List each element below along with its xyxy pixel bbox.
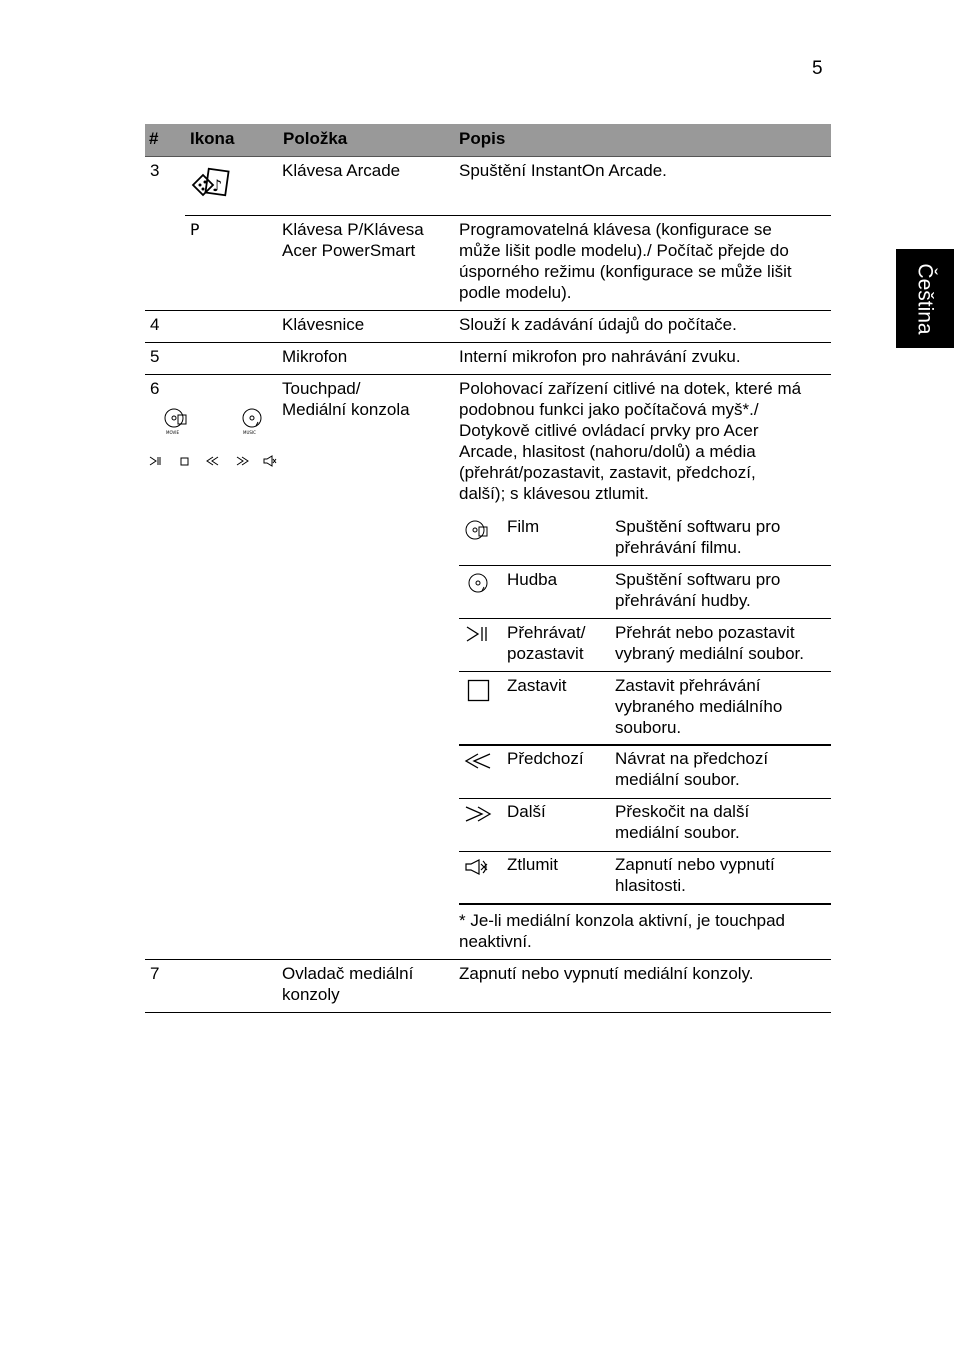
row-5-desc: Interní mikrofon pro nahrávání zvuku. bbox=[459, 347, 741, 366]
music-icon-caption: MUSIC bbox=[243, 430, 256, 435]
row-3-desc: Spuštění InstantOn Arcade. bbox=[459, 161, 667, 180]
sub-desc-line: vybraného mediálního bbox=[615, 697, 783, 716]
row-6-desc-line: Polohovací zařízení citlivé na dotek, které má bbox=[459, 379, 802, 398]
movie-icon bbox=[464, 518, 490, 548]
row-4-item: Klávesnice bbox=[282, 315, 365, 334]
row-p-desc-line: úsporného režimu (konfigurace se může lišit bbox=[459, 262, 792, 281]
divider bbox=[459, 618, 831, 619]
p-key-icon-label: P bbox=[190, 220, 200, 239]
play-pause-icon bbox=[148, 454, 162, 468]
next-icon bbox=[464, 804, 492, 824]
sub-desc-line: Zapnutí nebo vypnutí bbox=[615, 855, 775, 874]
sub-name-line: pozastavit bbox=[507, 644, 584, 663]
row-7-desc: Zapnutí nebo vypnutí mediální konzoly. bbox=[459, 964, 754, 983]
previous-icon bbox=[464, 751, 492, 771]
row-3-num: 3 bbox=[150, 161, 160, 180]
arcade-icon bbox=[190, 165, 234, 201]
table-header bbox=[145, 124, 831, 157]
divider bbox=[145, 374, 831, 375]
sub-desc-next bbox=[615, 801, 749, 843]
sub-desc-mute bbox=[615, 854, 775, 896]
row-6-item bbox=[282, 378, 410, 420]
divider bbox=[145, 310, 831, 311]
page-number: 5 bbox=[812, 58, 823, 79]
divider bbox=[145, 342, 831, 343]
sub-desc-play-pause bbox=[615, 622, 804, 664]
footnote-line: * Je-li mediální konzola aktivní, je touchpad bbox=[459, 911, 786, 930]
row-6-desc bbox=[459, 378, 801, 504]
row-p-desc-line: Programovatelná klávesa (konfigurace se bbox=[459, 220, 772, 239]
sub-name-line: Přehrávat/ bbox=[507, 623, 586, 642]
sub-desc-music bbox=[615, 569, 780, 611]
mute-icon bbox=[262, 454, 278, 468]
next-icon bbox=[234, 454, 250, 468]
row-6-desc-line: podobnou funkci jako počítačová myš*./ bbox=[459, 400, 759, 419]
row-p-desc bbox=[459, 219, 792, 303]
row-6-desc-line: Arcade, hlasitost (nahoru/dolů) a média bbox=[459, 442, 756, 461]
row-4-num: 4 bbox=[150, 315, 160, 334]
divider bbox=[459, 798, 831, 799]
divider bbox=[459, 565, 831, 566]
divider bbox=[185, 215, 831, 216]
language-side-tab bbox=[896, 249, 954, 348]
previous-icon bbox=[205, 454, 221, 468]
sub-desc-line: přehrávání hudby. bbox=[615, 591, 751, 610]
row-6-item-line: Mediální konzola bbox=[282, 400, 410, 419]
row-7-item-line: konzoly bbox=[282, 985, 340, 1004]
sub-name-film: Film bbox=[507, 517, 540, 536]
row-p-item-line: Acer PowerSmart bbox=[282, 241, 416, 260]
header-icon: Ikona bbox=[190, 129, 235, 148]
row-p-desc-line: podle modelu). bbox=[459, 283, 572, 302]
sub-desc-line: Zastavit přehrávání bbox=[615, 676, 761, 695]
table-bottom-border bbox=[145, 1012, 831, 1013]
sub-desc-film bbox=[615, 516, 780, 558]
sub-desc-stop bbox=[615, 675, 782, 738]
sub-desc-line: vybraný mediální soubor. bbox=[615, 644, 804, 663]
row-4-desc: Slouží k zadávání údajů do počítače. bbox=[459, 315, 737, 334]
sub-desc-line: mediální soubor. bbox=[615, 770, 740, 789]
row-6-desc-line: Dotykově citlivé ovládací prvky pro Acer bbox=[459, 421, 759, 440]
sub-name-previous: Předchozí bbox=[507, 749, 584, 768]
sub-name-mute: Ztlumit bbox=[507, 855, 558, 874]
row-6-num: 6 bbox=[150, 379, 160, 398]
row-7-num: 7 bbox=[150, 964, 160, 983]
sub-name-next: Další bbox=[507, 802, 546, 821]
sub-desc-line: souboru. bbox=[615, 718, 682, 737]
music-icon bbox=[240, 406, 266, 436]
row-5-num: 5 bbox=[150, 347, 160, 366]
sub-desc-line: Spuštění softwaru pro bbox=[615, 517, 781, 536]
play-pause-icon bbox=[465, 624, 491, 644]
divider bbox=[459, 903, 831, 905]
row-p-item-line: Klávesa P/Klávesa bbox=[282, 220, 424, 239]
header-desc: Popis bbox=[459, 129, 506, 148]
sub-desc-line: Návrat na předchozí bbox=[615, 749, 769, 768]
sub-name-music: Hudba bbox=[507, 570, 558, 589]
row-3-item: Klávesa Arcade bbox=[282, 161, 401, 180]
row-p-item bbox=[282, 219, 424, 261]
divider bbox=[459, 851, 831, 852]
row-5-item: Mikrofon bbox=[282, 347, 348, 366]
stop-icon bbox=[467, 679, 491, 703]
divider bbox=[459, 671, 831, 672]
sub-desc-line: Přeskočit na další bbox=[615, 802, 750, 821]
header-num: # bbox=[149, 129, 159, 148]
movie-icon bbox=[163, 406, 189, 436]
divider bbox=[459, 744, 831, 746]
language-side-tab-label: Čeština bbox=[913, 262, 937, 335]
row-6-footnote bbox=[459, 910, 785, 952]
sub-desc-line: přehrávání filmu. bbox=[615, 538, 742, 557]
divider bbox=[145, 959, 831, 960]
sub-desc-line: hlasitosti. bbox=[615, 876, 686, 895]
row-6-item-line: Touchpad/ bbox=[282, 379, 361, 398]
row-p-desc-line: může lišit podle modelu)./ Počítač přejde do bbox=[459, 241, 789, 260]
sub-name-play-pause bbox=[507, 622, 585, 664]
sub-desc-previous bbox=[615, 748, 768, 790]
row-7-item-line: Ovladač mediální bbox=[282, 964, 414, 983]
footnote-line: neaktivní. bbox=[459, 932, 532, 951]
sub-desc-line: mediální soubor. bbox=[615, 823, 740, 842]
music-icon bbox=[466, 571, 492, 601]
movie-icon-caption: MOVIE bbox=[166, 430, 179, 435]
row-6-desc-line: (přehrát/pozastavit, zastavit, předchozí, bbox=[459, 463, 756, 482]
sub-desc-line: Spuštění softwaru pro bbox=[615, 570, 781, 589]
svg-text:♪: ♪ bbox=[212, 176, 223, 195]
row-7-item bbox=[282, 963, 413, 1005]
sub-name-stop: Zastavit bbox=[507, 676, 567, 695]
mute-icon bbox=[464, 857, 492, 877]
stop-icon bbox=[178, 454, 192, 468]
row-6-desc-line: další); s klávesou ztlumit. bbox=[459, 484, 649, 503]
sub-desc-line: Přehrát nebo pozastavit bbox=[615, 623, 795, 642]
header-item: Položka bbox=[283, 129, 348, 148]
